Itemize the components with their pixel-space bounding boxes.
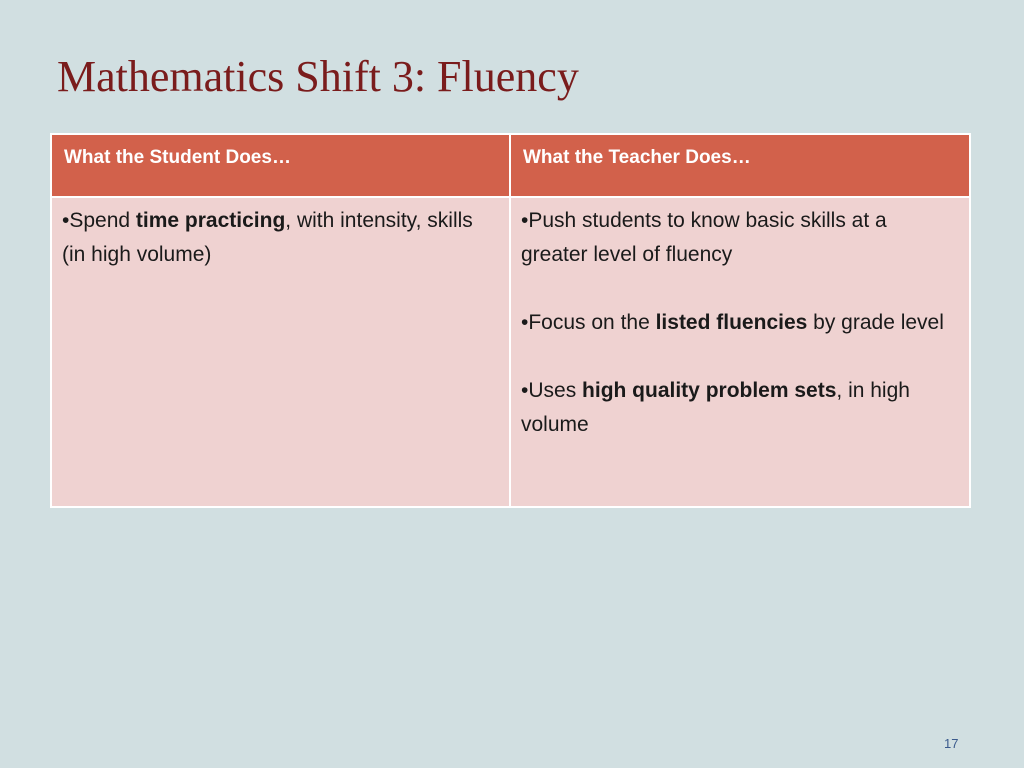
student-cell — [51, 197, 510, 507]
table-header-row — [51, 134, 970, 197]
table-row — [51, 197, 970, 507]
page-number: 17 — [944, 736, 959, 751]
bullet-text: •Spend — [62, 209, 136, 232]
bullet-emphasis: listed fluencies — [655, 311, 808, 334]
teacher-cell — [510, 197, 970, 507]
teacher-bullet-1 — [521, 204, 959, 272]
bullet-text: , in high volume — [521, 379, 910, 436]
slide-title: Mathematics Shift 3: Fluency — [57, 52, 579, 101]
bullet-text: , with intensity, skills (in high volume) — [62, 209, 473, 266]
bullet-text: •Push students to know basic skills at a greater level of fluency — [521, 209, 887, 266]
teacher-bullet-2 — [521, 306, 959, 340]
bullet-text: by grade level — [807, 311, 944, 334]
teacher-bullet-3 — [521, 374, 959, 442]
bullet-text: •Uses — [521, 379, 583, 402]
header-student: What the Student Does… — [51, 134, 510, 197]
bullet-text: •Focus on the — [521, 311, 656, 334]
student-bullet-1 — [62, 204, 499, 272]
bullet-emphasis: time practicing — [135, 209, 286, 232]
bullet-emphasis: high quality problem sets — [582, 379, 837, 402]
header-teacher: What the Teacher Does… — [510, 134, 970, 197]
comparison-table — [50, 133, 971, 508]
